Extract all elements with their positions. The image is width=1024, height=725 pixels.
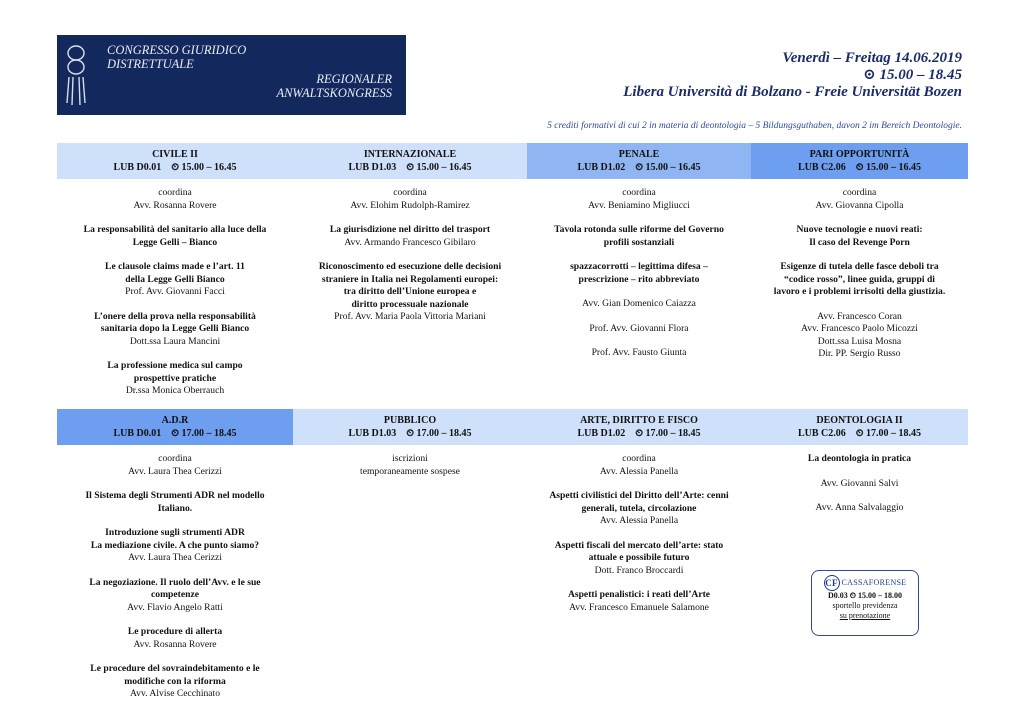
spacer [527, 528, 751, 540]
spacer [527, 478, 751, 490]
talk-title: L’onere della prova nella responsabilità [94, 310, 256, 322]
talk-title: Esigenze di tutela delle fasce deboli tra [780, 261, 939, 272]
session-title: CIVILE II [152, 149, 198, 160]
talk-title: generali, tutela, circolazione [581, 502, 697, 514]
session-time: ⏲ 15.00 – 16.45 [171, 162, 237, 173]
credits-note: 5 crediti formativi di cui 2 in materia di deontologia – 5 Bildungsguthaben, davon 2 im Bereich Deontologie. [547, 121, 962, 131]
session-body [293, 187, 527, 324]
session-time: ⏲ 15.00 – 16.45 [855, 162, 922, 173]
talk-title: prescrizione – rito abbreviato [578, 273, 700, 285]
session-room: LUB D1.02 [577, 162, 626, 173]
spacer [751, 466, 968, 478]
session-body [751, 453, 968, 515]
event-info [623, 50, 962, 101]
session-title: A.D.R [161, 415, 189, 426]
session-body [527, 453, 751, 614]
congress-logo [57, 35, 406, 115]
logo-line-4: ANWALTSKONGRESS [276, 86, 392, 100]
talk-title: straniere in Italia nei Regolamenti europei: [321, 273, 499, 285]
talk-title: Il caso del Revenge Porn [809, 236, 910, 248]
session-room: LUB C2.06 [797, 162, 846, 173]
cassa-forense-box [811, 570, 919, 636]
knot-emblem-icon [63, 41, 89, 111]
speaker-line: Dott.ssa Laura Mancini [129, 335, 221, 347]
event-date: Venerdì – Freitag 14.06.2019 [782, 50, 962, 66]
talk-title: Aspetti penalistici: i reati dell’Arte [567, 589, 711, 600]
session-header [527, 409, 751, 445]
speaker-line: iscrizioni [392, 453, 428, 464]
speaker-line: Avv. Alvise Cecchinato [129, 688, 221, 699]
talk-title: La professione medica sul campo [107, 360, 243, 371]
talk-title: Aspetti civilistici del Diritto dell’Arte: cenni [549, 490, 729, 501]
spacer [57, 249, 293, 261]
spacer [527, 311, 751, 323]
speaker-line: Prof. Avv. Fausto Giunta [591, 347, 687, 358]
session-header [527, 143, 751, 179]
speaker-line: Avv. Anna Salvalaggio [815, 502, 904, 513]
talk-title: Legge Gelli – Bianco [132, 236, 218, 248]
talk-title: modifiche con la riforma [124, 675, 226, 687]
talk-title: prospettive pratiche [133, 372, 217, 384]
speaker-line: coordina [158, 453, 192, 464]
talk-title: profili sostanziali [603, 236, 675, 248]
session-time: ⏲ 17.00 – 18.45 [171, 428, 237, 439]
session-title: PENALE [618, 149, 660, 160]
spacer [57, 299, 293, 311]
spacer [57, 212, 293, 224]
logo-line-1: CONGRESSO GIURIDICO [107, 43, 247, 57]
session-time: ⏲ 17.00 – 18.45 [406, 428, 472, 439]
session-header [293, 143, 527, 179]
speaker-line: Avv. Flavio Angelo Ratti [127, 601, 223, 613]
spacer [527, 249, 751, 261]
session-title: INTERNAZIONALE [363, 149, 457, 160]
speaker-line: Avv. Francesco Emanuele Salamone [569, 601, 709, 613]
session-title: PUBBLICO [383, 415, 437, 426]
session-room: LUB D0.01 [113, 162, 162, 173]
session-body [293, 453, 527, 478]
session-time: ⏲ 15.00 – 16.45 [635, 162, 701, 173]
talk-title: Il Sistema degli Strumenti ADR nel modello [85, 490, 265, 501]
session-body [527, 187, 751, 360]
speaker-line: coordina [842, 187, 877, 198]
speaker-line: Avv. Armando Francesco Gibilaro [344, 236, 476, 248]
spacer [527, 577, 751, 589]
speaker-line: Prof. Avv. Maria Paola Vittoria Mariani [334, 311, 486, 322]
program-grid [57, 143, 968, 725]
spacer [527, 286, 751, 298]
logo-line-3: REGIONALER [316, 72, 392, 86]
session-room: LUB D0.01 [113, 428, 162, 439]
talk-title: spazzacorrotti – legittima difesa – [570, 261, 708, 272]
speaker-line: Dir. PP. Sergio Russo [818, 348, 901, 359]
speaker-line: Dott.ssa Luisa Mosna [817, 335, 902, 347]
session-header [293, 409, 527, 445]
cassa-brand: CASSAFORENSE [841, 577, 907, 587]
speaker-line: Avv. Alessia Panella [599, 515, 679, 526]
spacer [751, 299, 968, 311]
talk-title: Italiano. [157, 502, 193, 514]
talk-title: Nuove tecnologie e nuovi reati: [796, 224, 923, 235]
event-time: ⊙ 15.00 – 18.45 [863, 67, 962, 83]
speaker-line: Avv. Rosanna Rovere [133, 199, 217, 211]
spacer [57, 614, 293, 626]
cassa-forense-logo [812, 575, 918, 591]
event-venue: Libera Università di Bolzano - Freie Universität Bozen [623, 84, 962, 100]
session-room: LUB D1.03 [348, 428, 397, 439]
speaker-line: coordina [158, 187, 192, 198]
session-time: ⏲ 15.00 – 16.45 [406, 162, 472, 173]
session-time: ⏲ 17.00 – 18.45 [855, 428, 922, 439]
spacer [57, 478, 293, 490]
spacer [527, 335, 751, 347]
talk-title: tra diritto dell’Unione europea e [343, 286, 477, 297]
speaker-line: Dr.ssa Monica Oberrauch [125, 385, 225, 396]
speaker-line: coordina [622, 453, 656, 464]
spacer [293, 249, 527, 261]
session-body [57, 453, 293, 701]
speaker-line: coordina [622, 187, 656, 198]
speaker-line: Dott. Franco Broccardi [594, 564, 684, 576]
speaker-line: Avv. Laura Thea Cerizzi [128, 552, 222, 563]
talk-title: Tavola rotonda sulle riforme del Governo [554, 224, 724, 235]
talk-title: competenze [151, 589, 199, 600]
cassa-forense-icon: CF [824, 575, 840, 591]
spacer [57, 565, 293, 577]
talk-title: Le procedure di allerta [127, 626, 223, 637]
spacer [57, 651, 293, 663]
speaker-line: Avv. Francesco Coran [817, 310, 902, 322]
session-header [751, 409, 968, 445]
cassa-booking-link[interactable]: su prenotazione [839, 611, 891, 620]
logo-line-2: DISTRETTUALE [107, 57, 194, 71]
session-room: LUB D1.03 [348, 162, 397, 173]
speaker-line: Avv. Francesco Paolo Micozzi [801, 323, 918, 334]
talk-title: Introduzione sugli strumenti ADR [105, 527, 245, 538]
speaker-line: Avv. Beniamino Migliucci [588, 199, 690, 211]
spacer [527, 212, 751, 224]
session-header [751, 143, 968, 179]
speaker-line: Avv. Laura Thea Cerizzi [128, 465, 222, 477]
talk-title: La negoziazione. Il ruolo dell’Avv. e le sue [89, 576, 261, 588]
speaker-line: Prof. Avv. Giovanni Flora [589, 322, 689, 334]
session-body [57, 187, 293, 398]
spacer [751, 212, 968, 224]
talk-title: diritto processuale nazionale [351, 298, 469, 310]
session-time: ⏲ 17.00 – 18.45 [635, 428, 701, 439]
spacer [751, 249, 968, 261]
speaker-line: Avv. Giovanni Salvi [820, 477, 899, 489]
talk-title: Riconoscimento ed esecuzione delle decisioni [318, 261, 502, 272]
talk-title: Le procedure del sovraindebitamento e le [90, 663, 260, 674]
session-room: LUB C2.06 [797, 428, 846, 439]
speaker-line: temporaneamente sospese [360, 465, 460, 477]
session-body [751, 187, 968, 361]
session-title: DEONTOLOGIA II [816, 415, 903, 426]
talk-title: lavoro e i problemi irrisolti della giustizia. [773, 286, 946, 297]
talk-title: Le clausole claims made e l’art. 11 [105, 261, 245, 272]
talk-title: della Legge Gelli Bianco [125, 273, 225, 285]
speaker-line: Avv. Elohim Rudolph-Ramirez [350, 199, 470, 211]
session-title: ARTE, DIRITTO E FISCO [580, 415, 698, 426]
speaker-line: Avv. Rosanna Rovere [133, 638, 217, 650]
spacer [293, 212, 527, 224]
spacer [57, 515, 293, 527]
talk-title: La giurisdizione nel diritto del trasport [329, 224, 491, 235]
session-header [57, 143, 293, 179]
speaker-line: Avv. Alessia Panella [599, 465, 679, 477]
spacer [751, 490, 968, 502]
speaker-line: Avv. Giovanna Cipolla [815, 199, 904, 211]
speaker-line: coordina [393, 187, 427, 198]
speaker-line: Prof. Avv. Giovanni Facci [125, 286, 225, 297]
session-title: PARI OPPORTUNITÀ [809, 149, 910, 160]
speaker-line: Avv. Gian Domenico Caiazza [582, 298, 696, 309]
session-header [57, 409, 293, 445]
spacer [57, 348, 293, 360]
talk-title: La responsabilità del sanitario alla luce della [83, 224, 267, 235]
cassa-room-time: D0.03 ⏲ 15.00 – 18.00 [827, 591, 903, 600]
session-room: LUB D1.02 [577, 428, 626, 439]
talk-title: attuale e possibile futuro [588, 552, 690, 563]
talk-title: La mediazione civile. A che punto siamo? [90, 539, 260, 551]
talk-title: “codice rosso”, linee guida, gruppi di [784, 273, 935, 285]
talk-title: La deontologia in pratica [807, 453, 912, 464]
cassa-line-2: sportello previdenza [832, 601, 898, 610]
talk-title: Aspetti fiscali del mercato dell’arte: stato [554, 539, 724, 551]
talk-title: sanitaria dopo la Legge Gelli Bianco [100, 323, 250, 334]
